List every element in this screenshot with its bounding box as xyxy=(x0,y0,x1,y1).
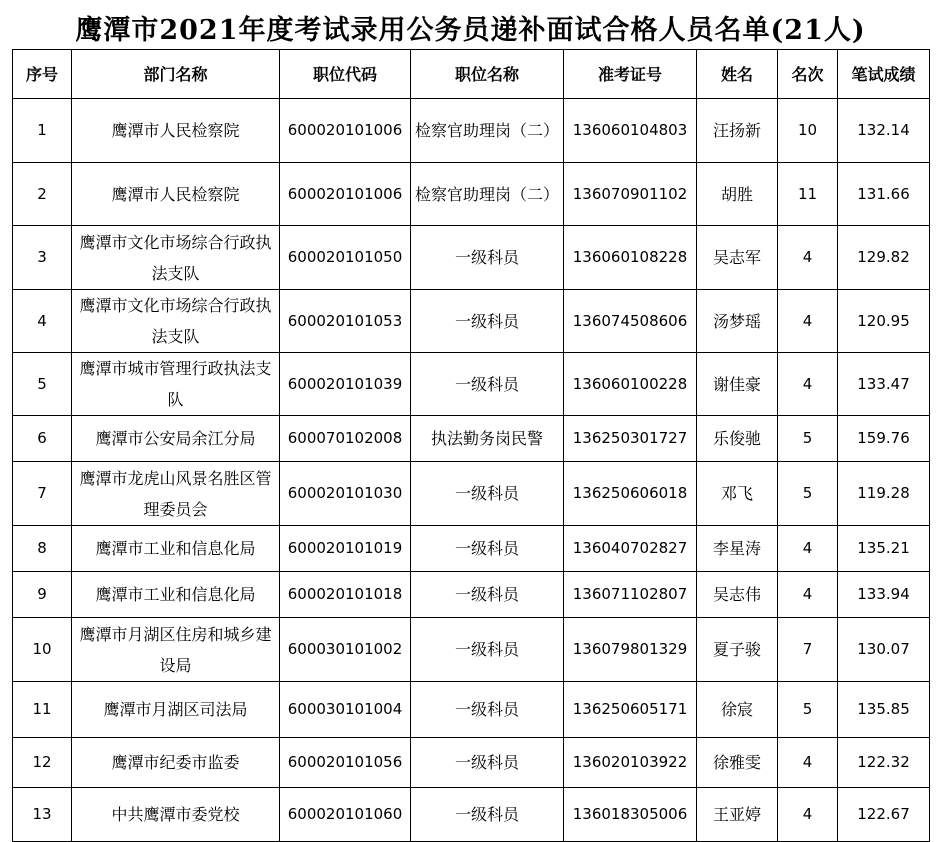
position-code-cell: 600020101006 xyxy=(280,99,411,163)
position-name-cell: 一级科员 xyxy=(411,462,564,526)
rank-cell: 4 xyxy=(778,572,838,618)
rank-cell: 4 xyxy=(778,788,838,842)
ticket-number-cell: 136074508606 xyxy=(564,290,697,353)
ticket-number-cell: 136079801329 xyxy=(564,618,697,682)
table-row xyxy=(13,353,930,416)
written-score-cell: 130.07 xyxy=(838,618,930,682)
department-name-cell: 鹰潭市月湖区司法局 xyxy=(72,682,280,738)
row-number-cell: 6 xyxy=(13,416,72,462)
rank-cell: 10 xyxy=(778,99,838,163)
department-name-cell: 鹰潭市纪委市监委 xyxy=(72,738,280,788)
candidate-name-cell: 徐雅雯 xyxy=(697,738,778,788)
rank-cell: 4 xyxy=(778,290,838,353)
row-number-cell: 3 xyxy=(13,226,72,290)
rank-cell: 5 xyxy=(778,682,838,738)
position-code-cell: 600070102008 xyxy=(280,416,411,462)
row-number-cell: 5 xyxy=(13,353,72,416)
ticket-number-cell: 136060104803 xyxy=(564,99,697,163)
written-score-cell: 159.76 xyxy=(838,416,930,462)
position-code-cell: 600020101056 xyxy=(280,738,411,788)
written-score-cell: 129.82 xyxy=(838,226,930,290)
table-row xyxy=(13,416,930,462)
ticket-number-cell: 136071102807 xyxy=(564,572,697,618)
rank-cell: 4 xyxy=(778,226,838,290)
row-number-cell: 4 xyxy=(13,290,72,353)
department-name-cell: 鹰潭市工业和信息化局 xyxy=(72,526,280,572)
position-name-cell: 一级科员 xyxy=(411,353,564,416)
candidate-name-cell: 汤梦瑶 xyxy=(697,290,778,353)
position-code-cell: 600020101006 xyxy=(280,163,411,226)
row-number-cell: 7 xyxy=(13,462,72,526)
department-name-cell: 鹰潭市文化市场综合行政执法支队 xyxy=(72,226,280,290)
position-code-cell: 600020101053 xyxy=(280,290,411,353)
candidate-name-cell: 邓飞 xyxy=(697,462,778,526)
position-code-cell: 600020101019 xyxy=(280,526,411,572)
row-number-cell: 12 xyxy=(13,738,72,788)
row-number-cell: 2 xyxy=(13,163,72,226)
results-table xyxy=(12,49,930,842)
table-row xyxy=(13,738,930,788)
table-row xyxy=(13,682,930,738)
position-name-cell: 一级科员 xyxy=(411,618,564,682)
candidate-name-cell: 徐宸 xyxy=(697,682,778,738)
table-row xyxy=(13,163,930,226)
position-name-cell: 检察官助理岗（二） xyxy=(411,99,564,163)
written-score-cell: 131.66 xyxy=(838,163,930,226)
candidate-name-cell: 夏子骏 xyxy=(697,618,778,682)
department-name-cell: 中共鹰潭市委党校 xyxy=(72,788,280,842)
rank-cell: 5 xyxy=(778,462,838,526)
position-name-cell: 一级科员 xyxy=(411,682,564,738)
table-row xyxy=(13,788,930,842)
department-name-cell: 鹰潭市人民检察院 xyxy=(72,163,280,226)
written-score-cell: 132.14 xyxy=(838,99,930,163)
row-number-cell: 1 xyxy=(13,99,72,163)
position-code-cell: 600020101060 xyxy=(280,788,411,842)
department-name-cell: 鹰潭市工业和信息化局 xyxy=(72,572,280,618)
column-header-ticket: 准考证号 xyxy=(564,50,697,99)
rank-cell: 5 xyxy=(778,416,838,462)
row-number-cell: 8 xyxy=(13,526,72,572)
ticket-number-cell: 136070901102 xyxy=(564,163,697,226)
row-number-cell: 10 xyxy=(13,618,72,682)
department-name-cell: 鹰潭市龙虎山风景名胜区管理委员会 xyxy=(72,462,280,526)
department-name-cell: 鹰潭市文化市场综合行政执法支队 xyxy=(72,290,280,353)
table-row xyxy=(13,462,930,526)
column-header-no: 序号 xyxy=(13,50,72,99)
position-code-cell: 600030101002 xyxy=(280,618,411,682)
table-row xyxy=(13,572,930,618)
written-score-cell: 122.67 xyxy=(838,788,930,842)
column-header-score: 笔试成绩 xyxy=(838,50,930,99)
written-score-cell: 135.85 xyxy=(838,682,930,738)
table-row xyxy=(13,99,930,163)
department-name-cell: 鹰潭市公安局余江分局 xyxy=(72,416,280,462)
rank-cell: 4 xyxy=(778,738,838,788)
ticket-number-cell: 136060100228 xyxy=(564,353,697,416)
department-name-cell: 鹰潭市人民检察院 xyxy=(72,99,280,163)
table-row xyxy=(13,290,930,353)
row-number-cell: 9 xyxy=(13,572,72,618)
position-name-cell: 执法勤务岗民警 xyxy=(411,416,564,462)
written-score-cell: 120.95 xyxy=(838,290,930,353)
table-row xyxy=(13,526,930,572)
position-code-cell: 600020101039 xyxy=(280,353,411,416)
position-name-cell: 检察官助理岗（二） xyxy=(411,163,564,226)
rank-cell: 4 xyxy=(778,353,838,416)
ticket-number-cell: 136018305006 xyxy=(564,788,697,842)
candidate-name-cell: 汪扬新 xyxy=(697,99,778,163)
row-number-cell: 13 xyxy=(13,788,72,842)
ticket-number-cell: 136250301727 xyxy=(564,416,697,462)
column-header-code: 职位代码 xyxy=(280,50,411,99)
candidate-name-cell: 乐俊驰 xyxy=(697,416,778,462)
column-header-post: 职位名称 xyxy=(411,50,564,99)
ticket-number-cell: 136020103922 xyxy=(564,738,697,788)
candidate-name-cell: 吴志军 xyxy=(697,226,778,290)
column-header-rank: 名次 xyxy=(778,50,838,99)
candidate-name-cell: 谢佳豪 xyxy=(697,353,778,416)
position-name-cell: 一级科员 xyxy=(411,738,564,788)
candidate-name-cell: 王亚婷 xyxy=(697,788,778,842)
row-number-cell: 11 xyxy=(13,682,72,738)
table-row xyxy=(13,618,930,682)
position-code-cell: 600020101030 xyxy=(280,462,411,526)
page-title: 鹰潭市2021年度考试录用公务员递补面试合格人员名单(21人) xyxy=(75,15,866,46)
column-header-name: 姓名 xyxy=(697,50,778,99)
rank-cell: 7 xyxy=(778,618,838,682)
position-code-cell: 600020101018 xyxy=(280,572,411,618)
ticket-number-cell: 136250605171 xyxy=(564,682,697,738)
ticket-number-cell: 136060108228 xyxy=(564,226,697,290)
position-name-cell: 一级科员 xyxy=(411,526,564,572)
column-header-dept: 部门名称 xyxy=(72,50,280,99)
ticket-number-cell: 136040702827 xyxy=(564,526,697,572)
candidate-name-cell: 李星涛 xyxy=(697,526,778,572)
rank-cell: 11 xyxy=(778,163,838,226)
ticket-number-cell: 136250606018 xyxy=(564,462,697,526)
candidate-name-cell: 胡胜 xyxy=(697,163,778,226)
department-name-cell: 鹰潭市月湖区住房和城乡建设局 xyxy=(72,618,280,682)
position-code-cell: 600020101050 xyxy=(280,226,411,290)
position-name-cell: 一级科员 xyxy=(411,788,564,842)
written-score-cell: 119.28 xyxy=(838,462,930,526)
rank-cell: 4 xyxy=(778,526,838,572)
written-score-cell: 135.21 xyxy=(838,526,930,572)
written-score-cell: 133.47 xyxy=(838,353,930,416)
table-header-row xyxy=(13,50,930,99)
written-score-cell: 133.94 xyxy=(838,572,930,618)
table-row xyxy=(13,226,930,290)
position-code-cell: 600030101004 xyxy=(280,682,411,738)
position-name-cell: 一级科员 xyxy=(411,572,564,618)
position-name-cell: 一级科员 xyxy=(411,226,564,290)
position-name-cell: 一级科员 xyxy=(411,290,564,353)
written-score-cell: 122.32 xyxy=(838,738,930,788)
candidate-name-cell: 吴志伟 xyxy=(697,572,778,618)
department-name-cell: 鹰潭市城市管理行政执法支队 xyxy=(72,353,280,416)
